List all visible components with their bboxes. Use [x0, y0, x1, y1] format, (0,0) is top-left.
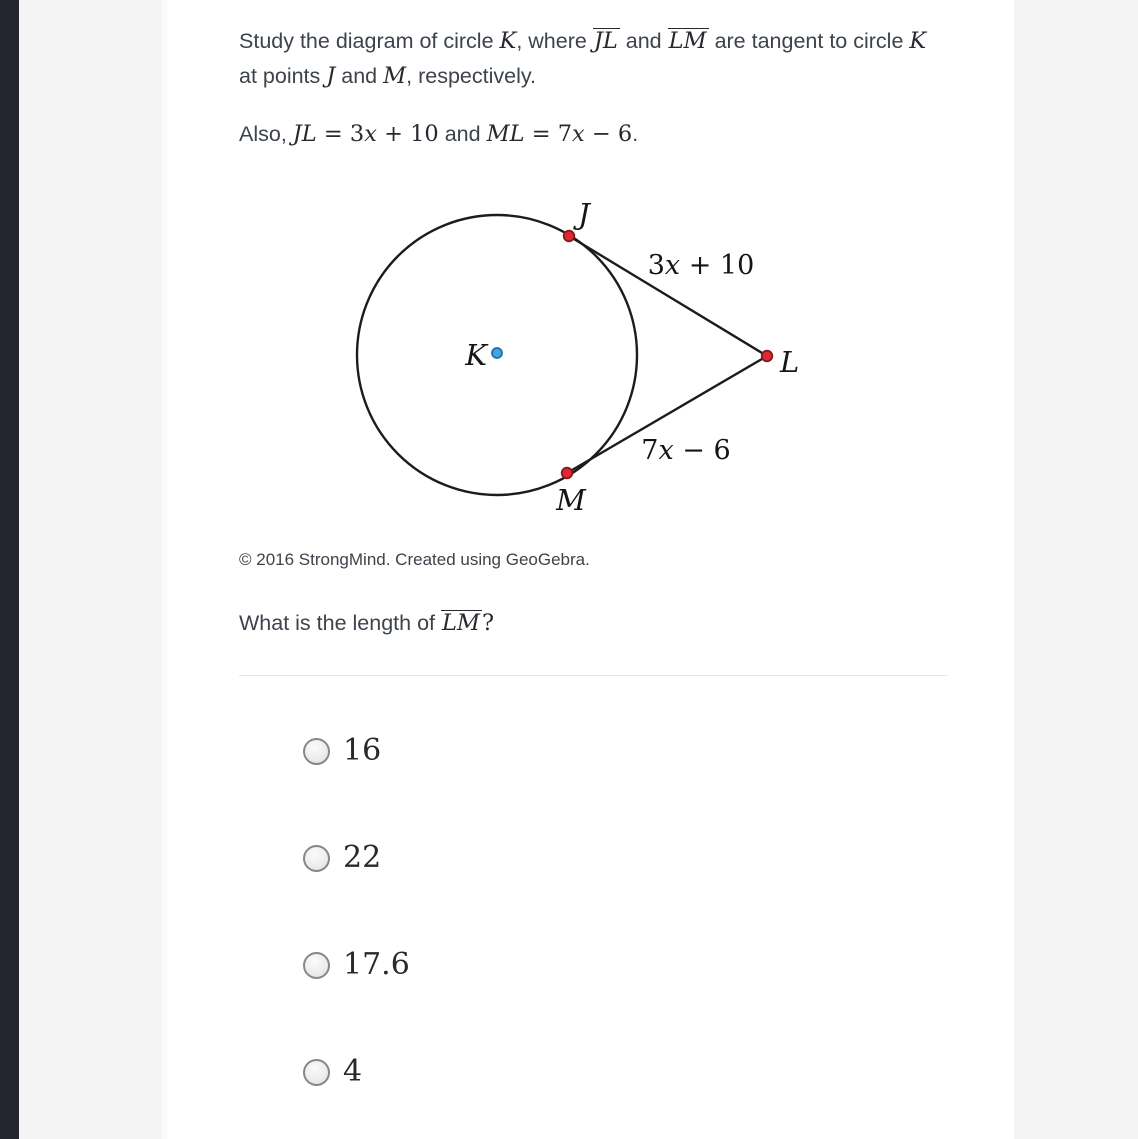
ml-length-rest: − 6: [673, 435, 731, 466]
ml-length-label: [641, 435, 730, 466]
also-mid: and: [438, 122, 487, 146]
math-eq1-x: x: [364, 121, 377, 147]
math-eq2-x: x: [572, 121, 585, 147]
intro-text-7: , respectively.: [406, 64, 536, 88]
math-eq2-ml: ML: [486, 121, 525, 147]
point-j-dot: [564, 231, 575, 242]
circle-diagram-svg: [350, 200, 810, 515]
jl-length-rest: + 10: [680, 250, 755, 281]
also-label: Also,: [239, 122, 293, 146]
intro-text-4: are tangent to circle: [708, 29, 910, 53]
ml-length-var: x: [658, 435, 674, 466]
option-label-4[interactable]: 4: [343, 1054, 363, 1089]
jl-length-label: [648, 250, 755, 281]
math-eq2-const: − 6: [584, 121, 633, 147]
option-radio-3[interactable]: [303, 952, 330, 979]
math-eq1-const: + 10: [376, 121, 439, 147]
intro-text-1: Study the diagram of circle: [239, 29, 500, 53]
point-j-label: J: [578, 200, 590, 231]
point-l-label: L: [780, 345, 800, 379]
question-prefix: What is the length of: [239, 611, 441, 635]
option-row-1[interactable]: [303, 733, 943, 768]
option-row-2[interactable]: [303, 840, 943, 875]
ml-length-num: 7: [641, 435, 659, 466]
content-panel: [162, 0, 1014, 1139]
option-label-1[interactable]: 16: [343, 733, 382, 768]
answer-options: [303, 733, 943, 1089]
point-m-dot: [562, 468, 573, 479]
intro-text-2: , where: [516, 29, 593, 53]
option-label-3[interactable]: 17.6: [343, 947, 410, 982]
intro-text-3: and: [619, 29, 668, 53]
math-eq1-equals: = 3: [316, 121, 365, 147]
math-segment-jl: JL: [593, 28, 618, 54]
math-eq1-jl: JL: [292, 121, 317, 147]
math-point-m: M: [383, 63, 407, 89]
math-circle-k2: K: [909, 28, 927, 54]
math-circle-k: K: [499, 28, 517, 54]
intro-text-6: and: [335, 64, 384, 88]
also-end: .: [632, 122, 639, 146]
math-eq2-equals: = 7: [524, 121, 573, 147]
intro-text-5: at points: [239, 64, 327, 88]
center-k-dot: [492, 348, 502, 358]
option-label-2[interactable]: 22: [343, 840, 382, 875]
problem-intro: [239, 24, 945, 94]
question-divider: [239, 675, 948, 676]
left-dark-rail: [0, 0, 19, 1139]
option-row-3[interactable]: [303, 947, 943, 982]
math-point-j: J: [326, 63, 336, 89]
question-mark: ?: [481, 610, 495, 636]
option-radio-4[interactable]: [303, 1059, 330, 1086]
math-segment-lm: LM: [668, 28, 707, 54]
question-text: [239, 604, 945, 642]
point-m-label: M: [556, 483, 586, 515]
center-k-label: K: [465, 338, 487, 372]
option-radio-1[interactable]: [303, 738, 330, 765]
option-row-4[interactable]: [303, 1054, 943, 1089]
jl-length-num: 3: [647, 250, 665, 281]
copyright-note: © 2016 StrongMind. Created using GeoGebra.: [239, 550, 590, 569]
question-math-lm: LM: [441, 610, 480, 636]
point-l-dot: [762, 351, 773, 362]
option-radio-2[interactable]: [303, 845, 330, 872]
problem-equations: [239, 117, 945, 152]
circle-diagram: [350, 200, 810, 515]
jl-length-var: x: [664, 250, 681, 281]
